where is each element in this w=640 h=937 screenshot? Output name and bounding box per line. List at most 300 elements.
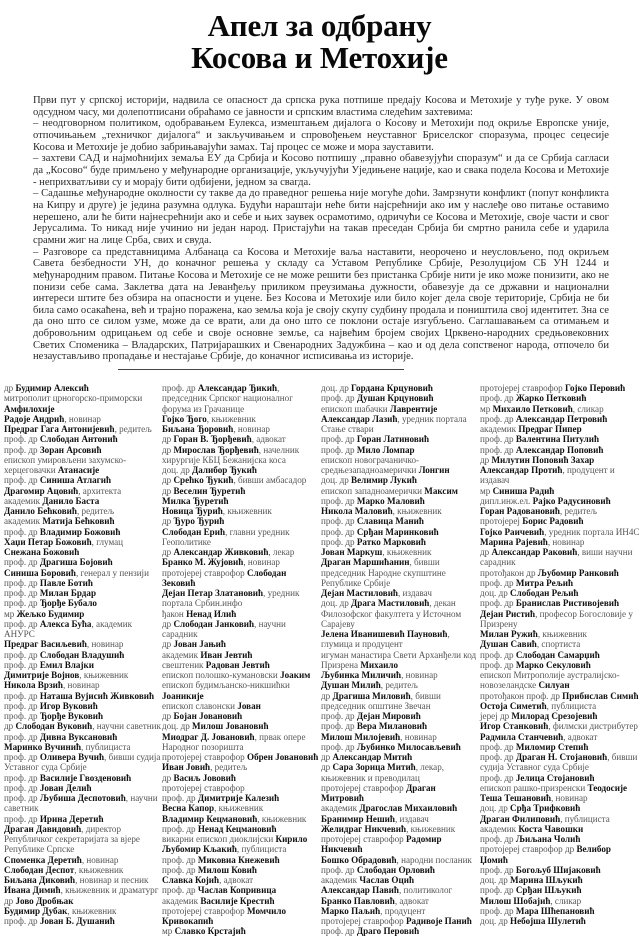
signatory-name: Богољуб Шијаковић [515, 864, 601, 875]
signatory-title: др [4, 895, 16, 906]
signatory-role: , лекар [268, 547, 295, 557]
signatory-entry [162, 701, 322, 711]
signatory-entry [4, 537, 164, 547]
signatory-title: игуман манастира Свети Арханђели код Призрена [321, 649, 477, 670]
signatory-title: доц. др [480, 875, 511, 885]
signatory-entry [480, 865, 640, 875]
signatory-title: доц. др [162, 465, 193, 475]
signatory-entry [162, 814, 322, 824]
signatory-name: Ирина Деретић [39, 813, 104, 824]
signatory-name: Марина Шљукић [510, 875, 583, 885]
signatory-role: , уредник портала ИН4С [544, 526, 640, 537]
signatory-entry [4, 445, 164, 455]
signatory-name: Оливера Вучић [39, 752, 105, 762]
signatory-entry [321, 404, 481, 414]
signatory-entry [162, 762, 322, 772]
signatory-entry [162, 609, 322, 619]
signatory-entry [4, 916, 164, 926]
signatory-name: Александар Протић [480, 465, 563, 475]
signatory-role: , научни саветник [92, 721, 161, 732]
signatory-role: , новинар и песник [75, 875, 149, 885]
signatory-entry [162, 506, 322, 516]
signatory-role: , научни саветник [4, 793, 158, 814]
signatory-role: , адвокат [219, 875, 254, 885]
signatory-entry [321, 414, 481, 435]
signatory-role: , продуцент [380, 905, 426, 916]
signatory-title: проф. др [480, 413, 516, 424]
section-divider [118, 369, 404, 370]
signatory-name: Павле Ботић [39, 577, 93, 588]
signatory-name: Марина Рајевић [480, 536, 548, 547]
signatory-title: епископ шабачки [321, 403, 390, 414]
signatory-title: доц. др [480, 803, 511, 814]
signatory-role: , председник Српског националног форума из Грачанице [162, 383, 293, 414]
signatory-title: проф. др [480, 659, 516, 670]
signatory-title: мр [162, 926, 175, 937]
signatory-role: , бивши судија Уставног суда Србије [480, 752, 638, 773]
signatory-entry [162, 660, 322, 670]
signatory-entry [4, 691, 164, 701]
signatory-name: Споменка Деретић [4, 854, 82, 865]
signatory-role: , редитељ [380, 680, 418, 691]
signatory-name: Љубомир Кљакић [162, 844, 237, 855]
signatory-entry [480, 414, 640, 424]
signatory-name: Александар Лазић [321, 413, 398, 424]
signatory-title: др [162, 485, 174, 496]
document-title [0, 10, 639, 74]
signatory-name: Алекса Бућа [39, 618, 92, 629]
signatory-name: Слободан Самарџић [515, 649, 600, 660]
signatory-name: Драган Н. Стојановић [515, 752, 608, 762]
signatory-entry [162, 855, 322, 865]
signatory-name: Наташа Вујисић Живковић [39, 690, 155, 701]
signatory-entry [480, 824, 640, 834]
signatory-entry [480, 424, 640, 434]
signatory-entry [480, 885, 640, 895]
signatory-role: , књижевник [67, 905, 117, 916]
signatory-name: Миодраг Д. Јовановић [162, 731, 255, 742]
signatory-entry [4, 568, 164, 578]
signatory-name: Теодосије [587, 782, 628, 793]
signatory-title: епископ западноамерички [321, 485, 425, 496]
signatory-entry [162, 896, 322, 906]
signatory-name: Зоран Арсовић [39, 444, 102, 455]
signatory-name: Жарко Петковић [515, 393, 587, 404]
signatory-role: , књижевник [537, 629, 587, 639]
signatory-entry [321, 916, 481, 926]
signatory-name: Драган Митровић [321, 782, 436, 803]
signatory-entry [4, 855, 164, 865]
signatory-name: Миковиа Кнежевић [197, 854, 280, 865]
signatory-name: Маринко Вучинић [4, 741, 82, 752]
signatory-title: др [480, 547, 492, 557]
signatory-title: проф. др [4, 659, 40, 670]
signatory-entry [480, 455, 640, 465]
signatory-entry [4, 434, 164, 444]
signatory-name: Слободан Деспот [4, 864, 75, 875]
signatory-entry [321, 906, 481, 916]
signatory-entry [162, 568, 322, 589]
signatory-entry [321, 629, 481, 650]
signatory-entry [480, 578, 640, 588]
signatory-title: проф. др [480, 752, 516, 762]
signatory-title: проф. др [4, 782, 40, 793]
signatory-name: Данило Баста [42, 495, 100, 506]
signatory-name: Љубинка Миличић [321, 670, 402, 680]
signatory-name: Мило Ломпар [356, 444, 415, 455]
signatory-name: Силуан [538, 680, 570, 691]
signatory-name: Миломир Степић [515, 741, 589, 752]
signatory-title: проф. др [4, 649, 40, 660]
signatory-title: протођакон проф. др [480, 690, 563, 701]
signatory-entry [480, 650, 640, 660]
signatory-title: проф. др [4, 526, 40, 537]
signatory-entry [4, 496, 164, 506]
signatory-name: Василије Гвозденовић [39, 772, 132, 783]
signatory-entry [321, 527, 481, 537]
signatory-name: Лонгин [418, 465, 450, 475]
signatory-entry [480, 393, 640, 403]
signatory-title: проф. др [4, 598, 40, 609]
signatory-name: Дејан Петар Златановић [162, 588, 264, 598]
signatories-column-4 [480, 383, 640, 926]
signatory-role: , редитељ [210, 762, 248, 773]
signatory-name: Бранислав Ристивојевић [515, 598, 620, 609]
signatory-name: Владимир Кецмановић [162, 813, 258, 824]
signatory-title: протојереј ставрофор [321, 782, 406, 793]
signatory-entry [480, 711, 640, 721]
signatory-title: доц. др [321, 475, 352, 486]
signatory-name: Јелена Иванишевић Пауновић [321, 629, 448, 639]
signatory-title: проф. др [321, 721, 357, 732]
signatory-role: , редитељ [76, 506, 115, 516]
signatory-entry [480, 629, 640, 639]
signatory-title: др [162, 639, 174, 650]
signatory-entry [4, 650, 164, 660]
signatory-entry [162, 424, 322, 434]
signatory-title: проф. др [480, 772, 516, 783]
signatory-role: , новинар [243, 557, 280, 568]
signatory-entry [4, 619, 164, 640]
signatory-title: митрополит црногорско-приморски [4, 393, 143, 404]
signatory-role: , књижевник [79, 670, 129, 680]
signatory-role: , редитељ [114, 424, 152, 434]
signatory-title: протојереј ставрофор [162, 752, 247, 762]
signatory-name: Дејан Мировић [356, 711, 421, 721]
signatory-title: проф. др [4, 700, 40, 711]
signatory-name: Матија Бећковић [42, 516, 115, 527]
signatory-name: Јован Б. Душанић [39, 916, 115, 926]
signatory-entry [480, 814, 640, 824]
signatory-name: Драган Давидовић [4, 823, 82, 834]
signatory-role: , издавач [394, 813, 429, 824]
signatory-title: проф. др [480, 577, 516, 588]
signatory-name: Александар Раковић [491, 547, 578, 557]
signatory-title: проф. др [4, 813, 40, 824]
signatory-title: епископ славонски [162, 700, 238, 711]
signatory-name: Игор Вуковић [39, 700, 98, 711]
signatory-title: проф. др [321, 926, 357, 937]
signatory-title: проф. др [4, 444, 40, 455]
signatory-entry [162, 383, 322, 414]
signatory-role: , адвокат [563, 731, 598, 742]
signatory-name: Гојко Перовић [565, 383, 626, 393]
signatory-name: Гојко Раичевић [480, 526, 545, 537]
signatory-title: академик [162, 649, 201, 660]
signatory-name: Максим [424, 485, 458, 496]
signatory-entry [162, 803, 322, 813]
signatory-name: Срђан Шљукић [515, 885, 582, 896]
signatory-name: Ненад Илић [186, 608, 237, 619]
signatory-title: проф. др [4, 711, 40, 721]
signatory-title: академик [4, 495, 43, 506]
signatory-name: Новица Ђурић [162, 506, 223, 516]
signatory-entry [4, 598, 164, 608]
signatory-name: Славка Којић [162, 875, 220, 885]
signatory-name: Александар Живковић [173, 547, 269, 557]
signatory-entry [162, 486, 322, 496]
signatory-entry [321, 383, 481, 393]
signatory-entry [4, 875, 164, 885]
signatory-entry [162, 619, 322, 640]
signatories-column-3 [321, 383, 481, 937]
signatory-entry [4, 824, 164, 855]
signatory-entry [321, 732, 481, 742]
signatory-entry [321, 691, 481, 712]
signatory-role: , директор Републичког секретаријата за вјере Републике Српске [4, 823, 140, 855]
signatory-entry [162, 721, 322, 731]
signatory-title: проф. др [321, 711, 357, 721]
signatory-entry [4, 383, 164, 393]
signatory-title: мр [480, 403, 493, 414]
signatory-entry [321, 783, 481, 804]
signatory-name: Кирило [275, 834, 308, 844]
signatory-name: Радмила Станчевић [480, 731, 564, 742]
signatory-name: Желидраг Никчевић [321, 823, 407, 834]
signatory-entry [480, 660, 640, 670]
signatory-role: , књижевник [214, 803, 264, 814]
signatory-role: , новинар [401, 670, 438, 680]
signatory-title: проф. др [480, 741, 516, 752]
signatory-entry [480, 752, 640, 773]
signatory-title: проф. др [321, 864, 357, 875]
signatory-title: академик [321, 803, 360, 814]
signatory-role: , бивши председник Народне скупштине Републике Србије [321, 557, 446, 588]
signatory-role: , лекар, књижевник и преводилац [321, 762, 445, 783]
signatory-title: проф. др [480, 649, 516, 660]
signatory-entry [321, 516, 481, 526]
signatory-title: викарни епископ диоклијски [162, 834, 276, 844]
signatory-name: Душан Савић [480, 639, 537, 650]
signatory-name: Марко Секуловић [515, 659, 591, 670]
signatory-name: Милорад Срезојевић [511, 711, 598, 721]
signatories-column-1 [4, 383, 164, 926]
signatory-entry [321, 875, 481, 885]
signatory-entry [321, 393, 481, 403]
signatory-entry [480, 834, 640, 844]
signatory-entry [321, 434, 481, 444]
signatory-title: др [162, 618, 174, 629]
signatory-entry [4, 865, 164, 875]
signatory-name: Љубинко Милосављевић [356, 741, 461, 752]
signatory-name: Слободан Рељић [510, 588, 579, 598]
signatory-role: , виши научни сарадник [480, 547, 633, 568]
signatory-entry [4, 752, 164, 773]
signatory-title: проф. др [321, 741, 357, 752]
signatory-entry [162, 680, 322, 701]
signatory-title: протојереј ставрофор [321, 834, 406, 844]
signatory-title: др [162, 772, 174, 783]
signatory-title: проф. др [162, 885, 198, 896]
signatory-name: Синиша Боровић [4, 567, 76, 578]
signatory-title: академик [4, 516, 43, 527]
signatory-name: Рајко Радусиновић [532, 495, 611, 506]
signatory-name: Дејан Ристић [480, 608, 536, 619]
signatory-title: јереј др [480, 711, 512, 721]
signatory-name: Синиша Атлагић [39, 475, 112, 486]
signatory-entry [4, 557, 164, 567]
signatory-entry [480, 445, 640, 455]
signatory-title: проф. др [480, 885, 516, 896]
signatory-name: Јоаникије [162, 690, 204, 701]
signatory-role: , продуцент и издавач [480, 465, 615, 486]
signatory-entry [480, 691, 640, 701]
signatory-title: протојереј ставрофор [162, 905, 247, 916]
signatory-name: Слободан Антонић [39, 434, 118, 445]
signatory-name: Небојша Шулетић [510, 916, 586, 926]
title-line-2: Косова и Метохије [191, 40, 448, 75]
signatory-entry [4, 486, 164, 496]
signatory-entry [4, 475, 164, 485]
signatory-entry [162, 783, 322, 793]
signatory-title: академик [480, 823, 519, 834]
signatory-name: Љиљана Чолић [515, 834, 581, 844]
signatory-title: проф. др [4, 916, 40, 926]
signatory-name: Гордана Крцуновић [351, 383, 433, 393]
signatory-role: , генерал у пензији [75, 567, 149, 578]
signatory-title: протојереј [480, 516, 523, 527]
signatory-entry [162, 516, 322, 526]
signatory-role: , главни уредник Геополитике [162, 526, 290, 547]
signatory-name: Срђа Трифковић [510, 803, 581, 814]
signatory-name: Јелица Стојановић [515, 772, 595, 783]
signatory-name: Александар Митић [332, 752, 413, 762]
demand-paragraph: – неодговорном политиком, одобравањем Еулекса, измештањем дијалога о Косову и Метохији под окриље Европске уније, отпочињањем „техничког дијалога“ и закључивањем и спровођењем неуставног Бриселског споразума, процес сецесије Косова и Метохије је добио забрињавајући замах. Тај процес се може и мора зауставити. [33, 118, 609, 153]
signatory-entry [162, 445, 322, 466]
signatory-entry [4, 742, 164, 752]
signatory-role: , књижевник [257, 813, 307, 824]
signatory-entry [480, 793, 640, 803]
signatory-name: Слободан Јанковић [173, 618, 255, 629]
signatory-title: проф. др [162, 854, 198, 865]
signatory-entry [162, 547, 322, 557]
signatory-entry [321, 650, 481, 671]
signatory-name: Обрен Јовановић [247, 752, 319, 762]
signatory-name: Радован Јевтић [205, 659, 270, 670]
signatory-name: Драгиша Миловић [332, 690, 411, 701]
signatory-name: Јован Делић [39, 782, 92, 793]
signatory-role: , архитекта [78, 485, 122, 496]
signatory-name: Часлав Оцић [359, 875, 415, 885]
signatory-name: Горан Радовановић [480, 506, 560, 516]
signatory-title: проф. др [480, 444, 516, 455]
signatory-entry [321, 926, 481, 936]
signatory-entry [4, 783, 164, 793]
signatory-entry [162, 752, 322, 762]
signatory-title: доц. др [321, 383, 352, 393]
signatory-entry [321, 885, 481, 895]
signatory-entry [321, 598, 481, 629]
signatory-entry [4, 680, 164, 690]
signatory-title: проф. др [4, 475, 40, 486]
signatory-title: проф. др [321, 526, 357, 537]
signatory-title: епископ будимљанско-никшићки [162, 680, 290, 691]
signatory-entry [321, 680, 481, 690]
signatory-title: проф. др [4, 793, 40, 803]
signatory-entry [321, 814, 481, 824]
signatory-title: проф. др [4, 557, 40, 568]
signatory-role: , књижевник [74, 864, 124, 875]
signatory-title: епископ Митрополије аустралијско-новозеландске [480, 670, 620, 691]
signatory-title: др [162, 547, 174, 557]
signatory-entry [4, 885, 164, 895]
signatory-name: Јован Јањић [173, 639, 226, 650]
signatory-name: Александар Петровић [515, 413, 608, 424]
signatory-name: Биљана Ђоровић [162, 424, 234, 434]
signatory-entry [480, 404, 640, 414]
signatory-name: Јово Дробњак [15, 895, 74, 906]
signatory-name: Милка Ђуретић [162, 495, 229, 506]
signatory-entry [480, 516, 640, 526]
signatory-entry [321, 721, 481, 731]
signatory-entry [321, 475, 481, 485]
signatory-name: Душан Крцуновић [356, 393, 434, 404]
signatory-name: Драгослав Михаиловић [359, 803, 458, 814]
signatory-entry [4, 711, 164, 721]
signatory-role: , адвокат [394, 895, 429, 906]
signatory-name: Атанасије [57, 465, 100, 475]
signatory-name: Милош Милојевић [321, 731, 401, 742]
signatory-entry [4, 414, 164, 424]
signatory-name: Марко Паљић [321, 905, 381, 916]
signatory-name: Будимир Алексић [15, 383, 89, 393]
signatory-role: , књижевник и драматург [60, 885, 159, 896]
signatory-entry [321, 824, 481, 834]
signatory-name: Бранко М. Жујовић [162, 557, 244, 568]
signatory-title: проф. др [162, 823, 198, 834]
signatory-name: Игор Станковић [480, 721, 549, 732]
signatory-entry [162, 557, 322, 567]
signatory-title: протођакон др [480, 567, 538, 578]
signatory-entry [162, 732, 322, 753]
signatory-entry [4, 732, 164, 742]
signatory-name: Весна Капор [162, 803, 215, 814]
signatory-title: проф. др [480, 434, 516, 445]
signatory-name: Димитрије Војнов [4, 670, 80, 680]
signatory-role: , књижевник [382, 547, 432, 557]
signatory-entry [162, 434, 322, 444]
signatory-name: Славко Крстајић [174, 926, 246, 937]
signatory-name: Слободан Ерић [162, 526, 226, 537]
appeal-body [33, 95, 609, 363]
signatory-name: Драго Перовић [356, 926, 420, 937]
signatory-name: Александар Поповић [515, 444, 604, 455]
signatory-entry [4, 896, 164, 906]
signatory-entry [162, 588, 322, 609]
signatory-title: др [162, 444, 174, 455]
signatory-name: Предраг Пипер [518, 424, 582, 434]
demand-paragraph: – Садашње међународне околности су такве да до праведног решења није могуће доћи. Замрзнути конфликт (попут конфликта на Кипру и друге) је једина разумна одлука. Будући нараштаји неће бити најсрећнији ако им у наслеђе ово питање оставимо нерешено, али ће бити најнесрећнији ако и себе и њих заувек осрамотимо, одричући се Косова и Метохије, своје части и свог Јерусалима. То никад није учинио ни један народ. Пристајући на такав преседан Србија би смртно ранила себе и ударила срамни жиг на лице Срба, свих и свуда. [33, 188, 609, 246]
